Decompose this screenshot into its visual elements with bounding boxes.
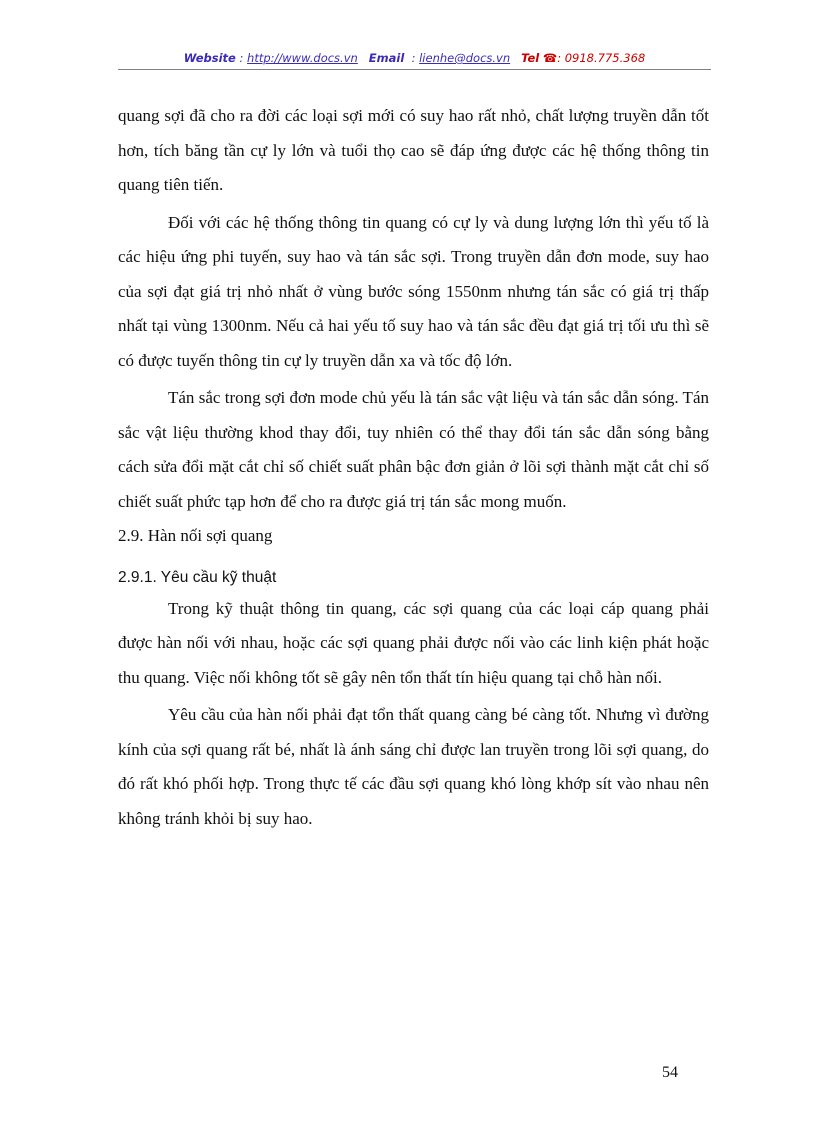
email-link[interactable]: lienhe@docs.vn xyxy=(419,51,511,65)
tel-value: : 0918.775.368 xyxy=(557,51,646,65)
paragraph-splicing: Trong kỹ thuật thông tin quang, các sợi quang của các loại cáp quang phải được hàn nối với nhau, hoặc các sợi quang phải được nối vào các linh kiện phát hoặc thu quang. Việc nối không tốt sẽ gây nên tổn thất tín hiệu quang tại chỗ hàn nối. xyxy=(118,598,709,687)
document-body xyxy=(118,99,709,836)
email-label: Email xyxy=(368,51,405,65)
paragraph-dispersion: Tán sắc trong sợi đơn mode chủ yếu là tán sắc vật liệu và tán sắc dẫn sóng. Tán sắc vật liệu thường khod thay đổi, tuy nhiên có thể thay đổi tán sắc dẫn sóng bằng cách sửa đổi mặt cắt chỉ số chiết suất phân bậc đơn giản ở lõi sợi thành mặt cắt chỉ số chiết suất phức tạp hơn để cho ra được giá trị tán sắc mong muốn. xyxy=(118,388,709,511)
website-label: Website xyxy=(183,51,236,65)
page-number: 54 xyxy=(662,1064,678,1081)
email-separator: : xyxy=(407,51,420,65)
paragraph-nonlinear-effects: Đối với các hệ thống thông tin quang có cự ly và dung lượng lớn thì yếu tố là các hiệu ứng phi tuyến, suy hao và tán sắc sợi. Trong truyền dẫn đơn mode, suy hao của sợi đạt giá trị nhỏ nhất ở vùng bước sóng 1550nm nhưng tán sắc có giá trị thấp nhất tại vùng 1300nm. Nếu cả hai yếu tố suy hao và tán sắc đều đạt giá trị tối ưu thì sẽ có được tuyến thông tin cự ly truyền dẫn xa và tốc độ lớn. xyxy=(118,212,709,370)
paragraph-requirements: Yêu cầu của hàn nối phải đạt tổn thất quang càng bé càng tốt. Nhưng vì đường kính của sợi quang rất bé, nhất là ánh sáng chỉ được lan truyền trong lõi sợi quang, do đó rất khó phối hợp. Trong thực tế các đầu sợi quang khó lòng khớp sít vào nhau nên không tránh khỏi bị suy hao. xyxy=(118,705,709,828)
website-separator: : xyxy=(235,51,248,65)
phone-icon: ☎ xyxy=(542,51,558,65)
subsection-title: 2.9.1. Yêu cầu kỹ thuật xyxy=(118,568,277,586)
header-divider xyxy=(118,69,711,70)
tel-label: Tel xyxy=(521,51,540,65)
paragraph-continuation: quang sợi đã cho ra đời các loại sợi mới có suy hao rất nhỏ, chất lượng truyền dẫn tốt hơn, tích băng tần cự ly lớn và tuổi thọ cao sẽ đáp ứng được các hệ thống thông tin quang tiên tiến. xyxy=(118,106,709,194)
website-link[interactable]: http://www.docs.vn xyxy=(247,51,358,65)
section-title: 2.9. Hàn nối sợi quang xyxy=(118,526,273,545)
page-header xyxy=(118,51,711,65)
